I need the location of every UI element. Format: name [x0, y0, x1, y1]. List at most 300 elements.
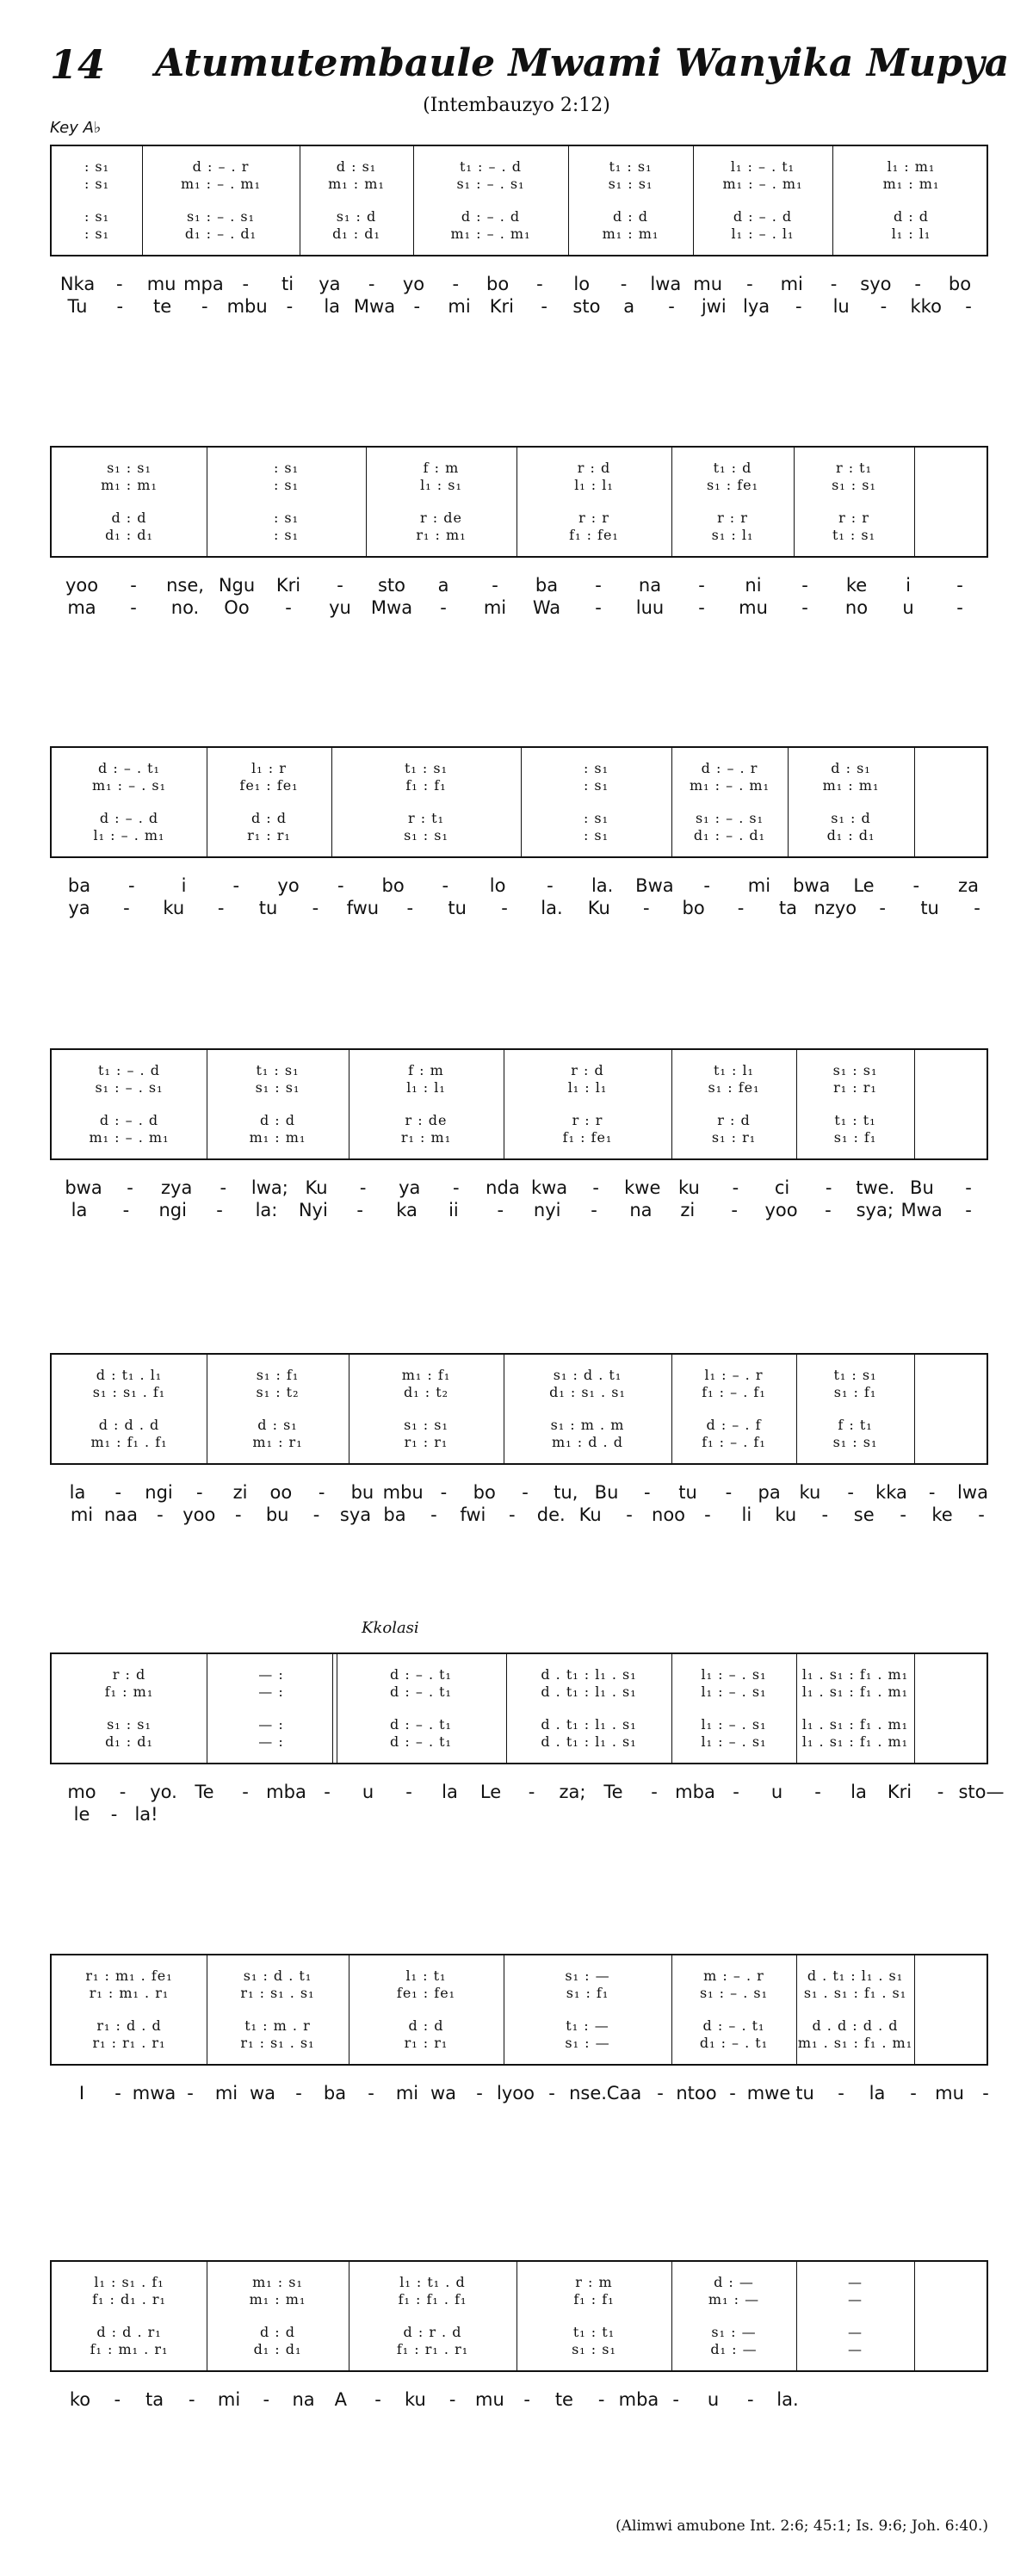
lyric-syllable: -	[698, 597, 705, 618]
note-cell: r : de	[420, 510, 462, 526]
lyric-syllable: Le	[479, 1782, 502, 1802]
lyric-syllable: zya	[161, 1177, 193, 1198]
lyric-syllable: -	[130, 575, 137, 596]
note-cell: fe₁ : fe₁	[396, 1985, 456, 2001]
lyric-syllable: nse.	[569, 2083, 607, 2103]
lyric-syllable: bwa	[65, 1177, 102, 1198]
lyric-syllable: mi	[483, 597, 507, 618]
note-cell: d₁ : d₁	[826, 827, 875, 843]
note-cell: t₁ : – . d	[98, 1062, 160, 1078]
lyric-syllable: -	[405, 1782, 412, 1802]
note-cell: r₁ : m₁ . fe₁	[85, 1968, 173, 1984]
note-cell: s₁ : —	[565, 1968, 610, 1984]
lyric-syllable: -	[114, 2389, 121, 2410]
lyric-syllable: sto	[377, 575, 406, 596]
lyric-syllable: lwa	[957, 1482, 988, 1503]
lyric-line	[0, 1198, 1033, 1222]
note-cell: s₁ : —	[565, 2035, 610, 2051]
lyric-syllable: zi	[232, 1482, 248, 1503]
lyric-line	[0, 596, 1033, 620]
note-cell: m₁ : – . m₁	[690, 777, 770, 794]
note-cell: s₁ : s₁	[832, 1062, 878, 1078]
note-cell: d : – . t₁	[702, 2017, 765, 2034]
lyric-syllable: nyi	[533, 1200, 561, 1220]
note-cell: d₁ : d₁	[332, 225, 380, 242]
lyric-syllable: a	[623, 296, 635, 317]
lyric-syllable: fwu	[346, 898, 380, 918]
note-cell: d₁ : – . d₁	[184, 225, 257, 242]
note-cell: s₁ : – . s₁	[186, 208, 256, 225]
lyric-syllable: -	[626, 1504, 633, 1525]
note-cell: s₁ . s₁ : f₁ . s₁	[803, 1985, 907, 2001]
lyric-syllable: la	[324, 296, 341, 317]
note-cell: d₁ : s₁ . s₁	[549, 1384, 626, 1400]
note-cell: t₁ : m . r	[244, 2017, 311, 2034]
lyric-syllable: Nyi	[298, 1200, 328, 1220]
note-cell: s₁ : f₁	[566, 1985, 609, 2001]
note-cell: d₁ : d₁	[105, 1733, 153, 1750]
note-cell: m₁ : f₁ . f₁	[90, 1434, 168, 1450]
lyric-syllable: -	[982, 2083, 989, 2103]
note-cell: d : – . t₁	[390, 1716, 452, 1733]
note-cell: s₁ : s₁	[572, 2341, 616, 2357]
note-cell: r₁ : s₁ . s₁	[240, 2035, 315, 2051]
note-cell: s₁ : – . s₁	[456, 176, 525, 192]
lyric-syllable: i	[181, 875, 187, 896]
lyric-syllable: naa	[103, 1504, 138, 1525]
lyric-syllable: bwa	[793, 875, 831, 896]
lyric-syllable: -	[368, 274, 375, 294]
lyric-syllable: mwa	[132, 2083, 176, 2103]
lyric-syllable: -	[201, 296, 208, 317]
lyric-syllable: nzyo	[813, 898, 857, 918]
lyric-syllable: ba	[323, 2083, 347, 2103]
lyric-syllable: tu	[258, 898, 278, 918]
voice-row	[52, 1985, 987, 2002]
note-cell: r : r	[717, 510, 748, 526]
lyric-syllable: -	[440, 597, 447, 618]
score-system	[50, 1954, 988, 2066]
voice-row	[52, 1079, 987, 1096]
note-cell: r₁ : m₁ . r₁	[89, 1985, 170, 2001]
lyric-syllable: -	[672, 2389, 679, 2410]
lyric-line	[0, 573, 1033, 597]
lyric-syllable: -	[642, 898, 650, 918]
note-cell: d : s₁	[257, 1417, 298, 1433]
voice-row	[52, 2274, 987, 2291]
lyric-syllable: A	[334, 2389, 348, 2410]
note-cell: r₁ : s₁ . s₁	[240, 1985, 315, 2001]
lyric-syllable: na	[292, 2389, 315, 2410]
lyric-syllable: u	[902, 597, 914, 618]
lyric-syllable: -	[324, 1782, 331, 1802]
note-cell: m₁ : m₁	[101, 477, 158, 493]
lyric-syllable: -	[127, 875, 135, 896]
lyric-syllable: -	[956, 597, 963, 618]
lyric-syllable: -	[187, 2083, 194, 2103]
lyric-syllable: Mwa	[353, 296, 396, 317]
lyric-syllable: Nka	[59, 274, 96, 294]
note-cell: m₁ : d . d	[552, 1434, 623, 1450]
note-cell: : s₁	[84, 225, 110, 242]
note-cell: f₁ : f₁ . f₁	[398, 2291, 467, 2307]
lyric-syllable: -	[737, 898, 745, 918]
note-cell: d . t₁ : l₁ . s₁	[541, 1683, 637, 1700]
lyric-syllable: -	[746, 274, 753, 294]
note-cell: : s₁	[84, 158, 110, 175]
lyric-line	[0, 2081, 1033, 2105]
lyric-syllable: ke	[845, 575, 868, 596]
lyric-syllable: -	[732, 1177, 739, 1198]
note-cell: s₁ : r₁	[711, 1129, 757, 1146]
lyric-syllable: ku	[775, 1504, 797, 1525]
lyric-syllable: bu	[265, 1504, 289, 1525]
lyric-syllable: Bwa	[635, 875, 674, 896]
lyric-line	[0, 1176, 1033, 1200]
note-cell: m₁ : m₁	[882, 176, 940, 192]
lyric-syllable: tu	[448, 898, 467, 918]
lyric-syllable: mi	[70, 1504, 94, 1525]
lyric-syllable: -	[122, 1200, 130, 1220]
note-cell: t₁ : s₁	[404, 760, 448, 776]
voice-row	[52, 477, 987, 494]
note-cell: l₁ : l₁	[574, 477, 614, 493]
note-cell: m₁ : – . m₁	[722, 176, 803, 192]
lyric-syllable: mo	[67, 1782, 96, 1802]
lyric-syllable: I	[78, 2083, 85, 2103]
lyric-syllable: -	[597, 2389, 605, 2410]
lyric-syllable: -	[956, 575, 963, 596]
lyric-syllable: -	[318, 1482, 325, 1503]
lyric-syllable: -	[838, 2083, 844, 2103]
note-cell: r₁ : r₁	[247, 827, 291, 843]
lyric-syllable: Wa	[532, 597, 561, 618]
lyric-syllable: ngi	[145, 1482, 173, 1503]
lyric-syllable: mbu	[382, 1482, 424, 1503]
lyric-syllable: sto—	[958, 1782, 1005, 1802]
lyric-line	[0, 1802, 1033, 1826]
lyric-syllable: no.	[170, 597, 200, 618]
note-cell: s₁ : s₁	[404, 827, 448, 843]
lyric-syllable: lo	[489, 875, 506, 896]
lyric-syllable: -	[731, 1200, 738, 1220]
lyric-syllable: yo.	[150, 1782, 177, 1802]
lyric-syllable: ntoo	[676, 2083, 717, 2103]
note-cell: s₁ : s₁	[107, 460, 152, 476]
lyric-syllable: -	[937, 1782, 944, 1802]
lyric-line	[0, 896, 1033, 920]
note-cell: m₁ : m₁	[602, 225, 659, 242]
lyric-syllable: -	[733, 1782, 739, 1802]
lyric-syllable: -	[910, 2083, 917, 2103]
lyric-syllable: u	[770, 1782, 783, 1802]
lyric-syllable: -	[536, 274, 543, 294]
voice-row	[52, 1683, 987, 1701]
lyric-syllable: la.	[591, 875, 614, 896]
note-cell: f₁ : – . f₁	[702, 1434, 766, 1450]
note-cell: l₁ . s₁ : f₁ . m₁	[801, 1716, 909, 1733]
note-cell: d : —	[714, 2274, 754, 2290]
note-cell: d₁ : t₂	[403, 1384, 449, 1400]
note-cell: l₁ : l₁	[406, 1079, 446, 1096]
note-cell: — :	[258, 1683, 284, 1700]
note-cell: r₁ : m₁	[416, 527, 467, 543]
lyric-syllable: no	[844, 597, 869, 618]
voice-row	[52, 2341, 987, 2358]
voice-row	[52, 2291, 987, 2308]
footnote: (Alimwi amubone Int. 2:6; 45:1; Is. 9:6; Joh. 6:40.)	[615, 2517, 988, 2535]
note-cell: t₁ : t₁	[572, 2324, 615, 2340]
lyric-syllable: bu	[350, 1482, 374, 1503]
note-cell: : s₁	[84, 176, 110, 192]
lyric-syllable: wa	[249, 2083, 276, 2103]
lyric-syllable: -	[312, 1504, 320, 1525]
lyric-syllable: -	[644, 1482, 651, 1503]
lyric-syllable: ci	[774, 1177, 790, 1198]
voice-row	[52, 760, 987, 777]
lyric-syllable: li	[741, 1504, 752, 1525]
note-cell: d : – . d	[461, 208, 521, 225]
note-cell: : s₁	[583, 760, 609, 776]
lyric-syllable: -	[406, 898, 414, 918]
lyric-syllable: -	[825, 1177, 832, 1198]
lyric-syllable: sya;	[856, 1200, 894, 1220]
note-cell: r : t₁	[407, 810, 445, 826]
lyric-syllable: za	[958, 875, 979, 896]
note-cell: m₁ : m₁	[249, 1129, 306, 1146]
lyric-syllable: twe.	[856, 1177, 895, 1198]
note-cell: f : t₁	[838, 1417, 873, 1433]
note-cell: d₁ : – . d₁	[693, 827, 766, 843]
note-cell: m₁ . s₁ : f₁ . m₁	[797, 2035, 913, 2051]
note-cell: s₁ : m . m	[550, 1417, 625, 1433]
note-cell: s₁ : – . s₁	[695, 810, 764, 826]
lyric-syllable: bo	[682, 898, 705, 918]
note-cell: f₁ : d₁ . r₁	[92, 2291, 166, 2307]
scripture-reference: (Intembauzyo 2:12)	[423, 95, 610, 116]
note-cell: r : t₁	[835, 460, 873, 476]
lyric-syllable: yo	[402, 274, 425, 294]
lyric-syllable: mi	[217, 2389, 241, 2410]
note-cell: l₁ : l₁	[567, 1079, 608, 1096]
lyric-syllable: fwi	[460, 1504, 486, 1525]
note-cell: —	[848, 2341, 863, 2357]
voice-row	[52, 1434, 987, 1451]
lyric-syllable: -	[492, 575, 498, 596]
note-cell: m₁ : – . s₁	[91, 777, 167, 794]
lyric-syllable: mpa	[183, 274, 224, 294]
note-cell: f₁ : fe₁	[562, 1129, 613, 1146]
note-cell: d : d . r₁	[96, 2324, 162, 2340]
note-cell: s₁ : – . s₁	[699, 1985, 769, 2001]
lyric-syllable: mbu	[226, 296, 268, 317]
note-cell: r : r	[578, 510, 609, 526]
lyric-syllable: -	[900, 1504, 906, 1525]
note-cell: d : d	[259, 1112, 296, 1128]
lyric-syllable: ya	[399, 1177, 421, 1198]
lyric-line	[0, 1503, 1033, 1527]
lyric-syllable: -	[541, 296, 547, 317]
lyric-syllable: ku	[799, 1482, 821, 1503]
lyric-syllable: -	[234, 1504, 242, 1525]
lyric-syllable: wa	[430, 2083, 457, 2103]
note-cell: l₁ : t₁ . d	[399, 2274, 466, 2290]
lyric-syllable: u	[362, 1782, 374, 1802]
lyric-syllable: se	[853, 1504, 875, 1525]
lyric-syllable: la.	[541, 898, 563, 918]
note-cell: s₁ : s₁ . f₁	[92, 1384, 166, 1400]
note-cell: m₁ : r₁	[252, 1434, 303, 1450]
note-cell: r : r	[572, 1112, 603, 1128]
note-cell: —	[848, 2291, 863, 2307]
note-cell: d : s₁	[336, 158, 377, 175]
lyric-syllable: la	[869, 2083, 886, 2103]
lyric-syllable: mu	[739, 597, 768, 618]
lyric-syllable: Oo	[224, 597, 250, 618]
note-cell: r₁ : r₁	[404, 1434, 448, 1450]
lyric-syllable: za;	[559, 1782, 586, 1802]
lyric-syllable: -	[374, 2389, 381, 2410]
note-cell: d : – . f	[706, 1417, 762, 1433]
note-cell: s₁ : f₁	[833, 1384, 877, 1400]
note-cell: l₁ . s₁ : f₁ . m₁	[801, 1733, 909, 1750]
note-cell: l₁ : s₁ . f₁	[94, 2274, 164, 2290]
note-cell: r : d	[577, 460, 611, 476]
note-cell: s₁ : fe₁	[707, 477, 758, 493]
lyric-syllable: oo	[269, 1482, 293, 1503]
voice-row	[52, 810, 987, 827]
lyric-syllable: ya	[68, 898, 90, 918]
score-system	[50, 746, 988, 858]
lyric-syllable: lwa	[650, 274, 682, 294]
note-cell: r₁ : r₁	[833, 1079, 877, 1096]
lyric-syllable: yoo	[182, 1504, 216, 1525]
lyric-syllable: -	[801, 597, 808, 618]
note-cell: d : d	[612, 208, 649, 225]
lyric-syllable: -	[242, 1782, 249, 1802]
note-cell: — :	[258, 1666, 284, 1683]
lyric-syllable: -	[368, 2083, 374, 2103]
lyric-syllable: ba	[67, 875, 91, 896]
lyric-syllable: -	[217, 898, 225, 918]
lyric-syllable: -	[825, 1200, 832, 1220]
lyric-syllable: lo	[573, 274, 591, 294]
lyric-syllable: -	[725, 1482, 733, 1503]
note-cell: l₁ : r	[251, 760, 287, 776]
lyric-syllable: -	[746, 2389, 754, 2410]
note-cell: d₁ : —	[710, 2341, 758, 2357]
note-cell: d : – . d	[99, 810, 159, 826]
lyric-syllable: mi	[747, 875, 771, 896]
lyric-syllable: -	[914, 274, 921, 294]
lyric-syllable: la	[69, 1482, 86, 1503]
note-cell: m₁ : m₁	[822, 777, 880, 794]
lyric-syllable: -	[123, 898, 130, 918]
note-cell: l₁ : – . s₁	[701, 1683, 767, 1700]
lyric-syllable: la.	[776, 2389, 799, 2410]
note-cell: f₁ : r₁ . r₁	[396, 2341, 469, 2357]
lyric-syllable: -	[442, 875, 449, 896]
note-cell: s₁ : d . t₁	[243, 1968, 312, 1984]
lyric-syllable: -	[698, 575, 705, 596]
note-cell: s₁ : s₁	[608, 176, 653, 192]
note-cell: s₁ : s₁	[255, 1079, 300, 1096]
lyric-syllable: ta	[778, 898, 797, 918]
hymn-number: 14	[50, 41, 106, 88]
note-cell: d₁ : d₁	[253, 2341, 302, 2357]
lyric-syllable: Ku	[587, 898, 610, 918]
score-system	[50, 145, 988, 256]
lyric-syllable: -	[114, 2083, 121, 2103]
note-cell: s₁ : f₁	[833, 1129, 877, 1146]
lyric-syllable: -	[592, 1177, 599, 1198]
lyric-syllable: -	[116, 296, 124, 317]
note-cell: f₁ : f₁	[405, 777, 447, 794]
note-cell: s₁ : fe₁	[708, 1079, 760, 1096]
lyric-syllable: te	[152, 296, 172, 317]
lyric-syllable: luu	[635, 597, 665, 618]
lyric-syllable: -	[729, 2083, 736, 2103]
lyric-syllable: mu	[146, 274, 176, 294]
note-cell: r : d	[112, 1666, 146, 1683]
note-cell: f₁ : m₁ . r₁	[90, 2341, 169, 2357]
score-system	[50, 1652, 988, 1764]
lyric-syllable: -	[704, 1504, 711, 1525]
lyric-syllable: -	[286, 296, 294, 317]
lyric-syllable: Caa	[606, 2083, 642, 2103]
lyric-syllable: mwe	[746, 2083, 791, 2103]
note-cell: : s₁	[273, 477, 300, 493]
note-cell: l₁ : – . s₁	[701, 1716, 767, 1733]
note-cell: r : d	[571, 1062, 604, 1078]
lyric-syllable: -	[356, 1200, 363, 1220]
note-cell: m₁ : – . m₁	[450, 225, 531, 242]
lyric-syllable: -	[312, 898, 319, 918]
lyric-syllable: mi	[214, 2083, 238, 2103]
note-cell: s₁ : f₁	[256, 1367, 300, 1383]
voice-row	[52, 1129, 987, 1146]
lyric-syllable: de.	[536, 1504, 566, 1525]
note-cell: d : d	[259, 2324, 296, 2340]
lyric-syllable: Ku	[578, 1504, 602, 1525]
lyric-line	[0, 294, 1033, 318]
lyric-syllable: -	[965, 296, 972, 317]
lyric-syllable: -	[548, 2083, 555, 2103]
lyric-syllable: mu	[475, 2389, 504, 2410]
lyric-syllable: -	[216, 1200, 223, 1220]
lyric-syllable: -	[508, 1504, 516, 1525]
lyric-syllable: tu,	[554, 1482, 578, 1503]
lyric-syllable: -	[814, 1782, 821, 1802]
lyric-syllable: tu	[795, 2083, 814, 2103]
lyric-line	[0, 272, 1033, 296]
lyric-syllable: -	[453, 1177, 460, 1198]
lyric-syllable: -	[591, 1200, 597, 1220]
lyric-syllable: la	[71, 1200, 88, 1220]
lyric-syllable: la!	[134, 1804, 158, 1825]
lyric-syllable: -	[430, 1504, 437, 1525]
voice-row	[52, 1062, 987, 1079]
lyric-syllable: sya	[339, 1504, 372, 1525]
lyric-syllable: mu	[935, 2083, 964, 2103]
lyric-syllable: -	[448, 2389, 456, 2410]
lyric-syllable: -	[130, 597, 137, 618]
lyric-syllable: mi	[448, 296, 471, 317]
note-cell: s₁ : d	[831, 810, 871, 826]
lyric-syllable: Kri	[887, 1782, 912, 1802]
lyric-syllable: -	[912, 875, 920, 896]
lyric-syllable: ku	[163, 898, 185, 918]
